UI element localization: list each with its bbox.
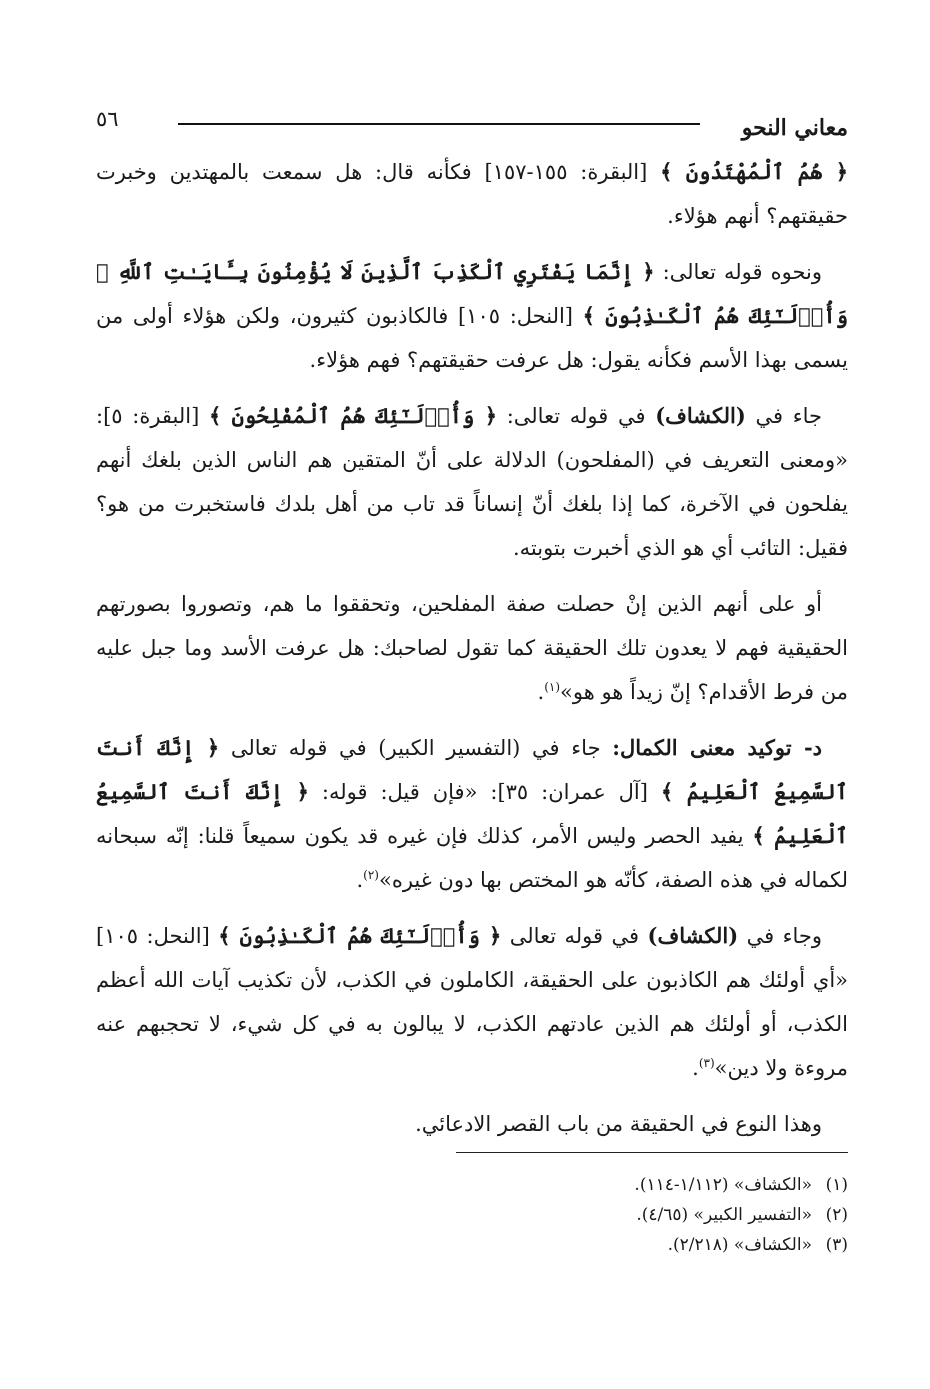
quran-verse: ﴿ إِنَّكَ أَنتَ ٱلسَّمِيعُ ٱلْعَلِيمُ ﴾ bbox=[96, 779, 848, 848]
footnote-number: (٢) bbox=[825, 1205, 848, 1225]
page-number: ٥٦ bbox=[96, 107, 119, 131]
body-text bbox=[96, 150, 848, 1158]
footnote-text: «الكشاف» (١/١١٢-١١٤). bbox=[634, 1175, 812, 1195]
text-run: في قوله تعالى bbox=[501, 924, 648, 948]
text-run: . bbox=[537, 680, 545, 704]
bold-term: (الكشاف) bbox=[655, 403, 746, 428]
page-header bbox=[96, 103, 848, 143]
text-run: [النحل: ١٠٥] «أي أولئك هم الكاذبون على الحقيقة، الكاملون في الكذب، لأن تكذيب آيات الله أعظم الكذب، أو أولئك هم الذين عادتهم الكذب، لا يبالون به في كل شيء، لا تحجبهم عنه مروءة ولا دين» bbox=[96, 924, 848, 1080]
text-run: . bbox=[692, 1056, 699, 1080]
text-run: وجاء في bbox=[738, 924, 822, 948]
running-title: معاني النحو bbox=[741, 115, 848, 141]
footnote-number: (٣) bbox=[825, 1235, 848, 1255]
footnote-item bbox=[456, 1200, 848, 1230]
bold-term: د- توكيد معنى الكمال: bbox=[612, 735, 823, 760]
quran-verse: ﴿ إِنَّمَا يَفْتَرِي ٱلْكَذِبَ ٱلَّذِينَ لَا يُؤْمِنُونَ بِـَٔايَـٰتِ ٱللَّهِ ۖ وَأُو۟لَـٰٓئِكَ هُمُ ٱلْكَـٰذِبُونَ ﴾ bbox=[96, 259, 848, 328]
footnotes bbox=[456, 1170, 848, 1260]
bold-term: (الكشاف) bbox=[647, 923, 739, 948]
text-run: ونحوه قوله تعالى: bbox=[654, 260, 822, 284]
text-run: جاء في bbox=[745, 404, 822, 428]
quran-verse: ﴿ وَأُو۟لَـٰٓئِكَ هُمُ ٱلْكَـٰذِبُونَ ﴾ bbox=[218, 923, 502, 948]
text-run: [البقرة: ١٥٥-١٥٧] فكأنه قال: هل سمعت بالمهتدين وخبرت حقيقتهم؟ أنهم هؤلاء. bbox=[96, 160, 848, 228]
text-run: وهذا النوع في الحقيقة من باب القصر الادعائي. bbox=[415, 1112, 822, 1136]
paragraph bbox=[96, 726, 848, 902]
footnote-ref: (١) bbox=[544, 680, 561, 694]
text-run: . bbox=[356, 868, 364, 892]
paragraph bbox=[96, 394, 848, 570]
footnote-text: «التفسير الكبير» (٤/٦٥). bbox=[636, 1205, 812, 1225]
footnote-number: (١) bbox=[825, 1175, 848, 1195]
quran-verse: ﴿ إِنَّكَ أَنتَ ٱلسَّمِيعُ ٱلْعَلِيمُ ﴾ bbox=[96, 735, 848, 804]
footnote-text: «الكشاف» (٢/٢١٨). bbox=[667, 1235, 812, 1255]
paragraph bbox=[96, 250, 848, 382]
paragraph bbox=[96, 914, 848, 1090]
text-run: في قوله تعالى: bbox=[497, 404, 656, 428]
header-rule bbox=[178, 123, 700, 125]
footnote-ref: (٣) bbox=[698, 1056, 715, 1070]
text-run: يفيد الحصر وليس الأمر، كذلك فإن غيره قد يكون سميعاً قلنا: إنّه سبحانه لكماله في هذه الصفة، كأنّه هو المختص بها دون غيره» bbox=[96, 824, 848, 892]
quran-verse: ﴿ هُمُ ٱلْمُهْتَدُونَ ﴾ bbox=[660, 159, 849, 184]
text-run: أو على أنهم الذين إنْ حصلت صفة المفلحين، وتحققوا ما هم، وتصوروا بصورتهم الحقيقية فهم لا يعدون تلك الحقيقة كما تقول لصاحبك: هل عرفت الأسد وما جبل عليه من فرط الأقدام؟ إنّ زيداً هو هو» bbox=[96, 592, 848, 704]
text-run: [البقرة: ٥]: «ومعنى التعريف في (المفلحون) الدلالة على أنّ المتقين هم الناس الذين بلغك أنهم يفلحون في الآخرة، كما إذا بلغك أنّ إنساناً قد تاب من أهل بلدك فاستخبرت من هو؟ فقيل: التائب أي هو الذي أخبرت بتوبته. bbox=[96, 404, 848, 560]
footnote-item bbox=[456, 1230, 848, 1260]
paragraph bbox=[96, 582, 848, 714]
footnote-ref: (٢) bbox=[363, 868, 379, 882]
text-run: جاء في (التفسير الكبير) في قوله تعالى bbox=[219, 736, 613, 760]
paragraph bbox=[96, 150, 848, 238]
footnote-divider bbox=[456, 1152, 848, 1153]
footnote-item bbox=[456, 1170, 848, 1200]
quran-verse: ﴿ وَأُو۟لَـٰٓئِكَ هُمُ ٱلْمُفْلِحُونَ ﴾ bbox=[209, 403, 497, 428]
text-run: [آل عمران: ٣٥]: «فإن قيل: قوله: bbox=[308, 780, 661, 804]
text-run: [النحل: ١٠٥] فالكاذبون كثيرون، ولكن هؤلاء أولى من يسمى بهذا الأسم فكأنه يقول: هل عرفت حقيقتهم؟ فهم هؤلاء. bbox=[96, 304, 848, 372]
paragraph bbox=[96, 1102, 848, 1146]
